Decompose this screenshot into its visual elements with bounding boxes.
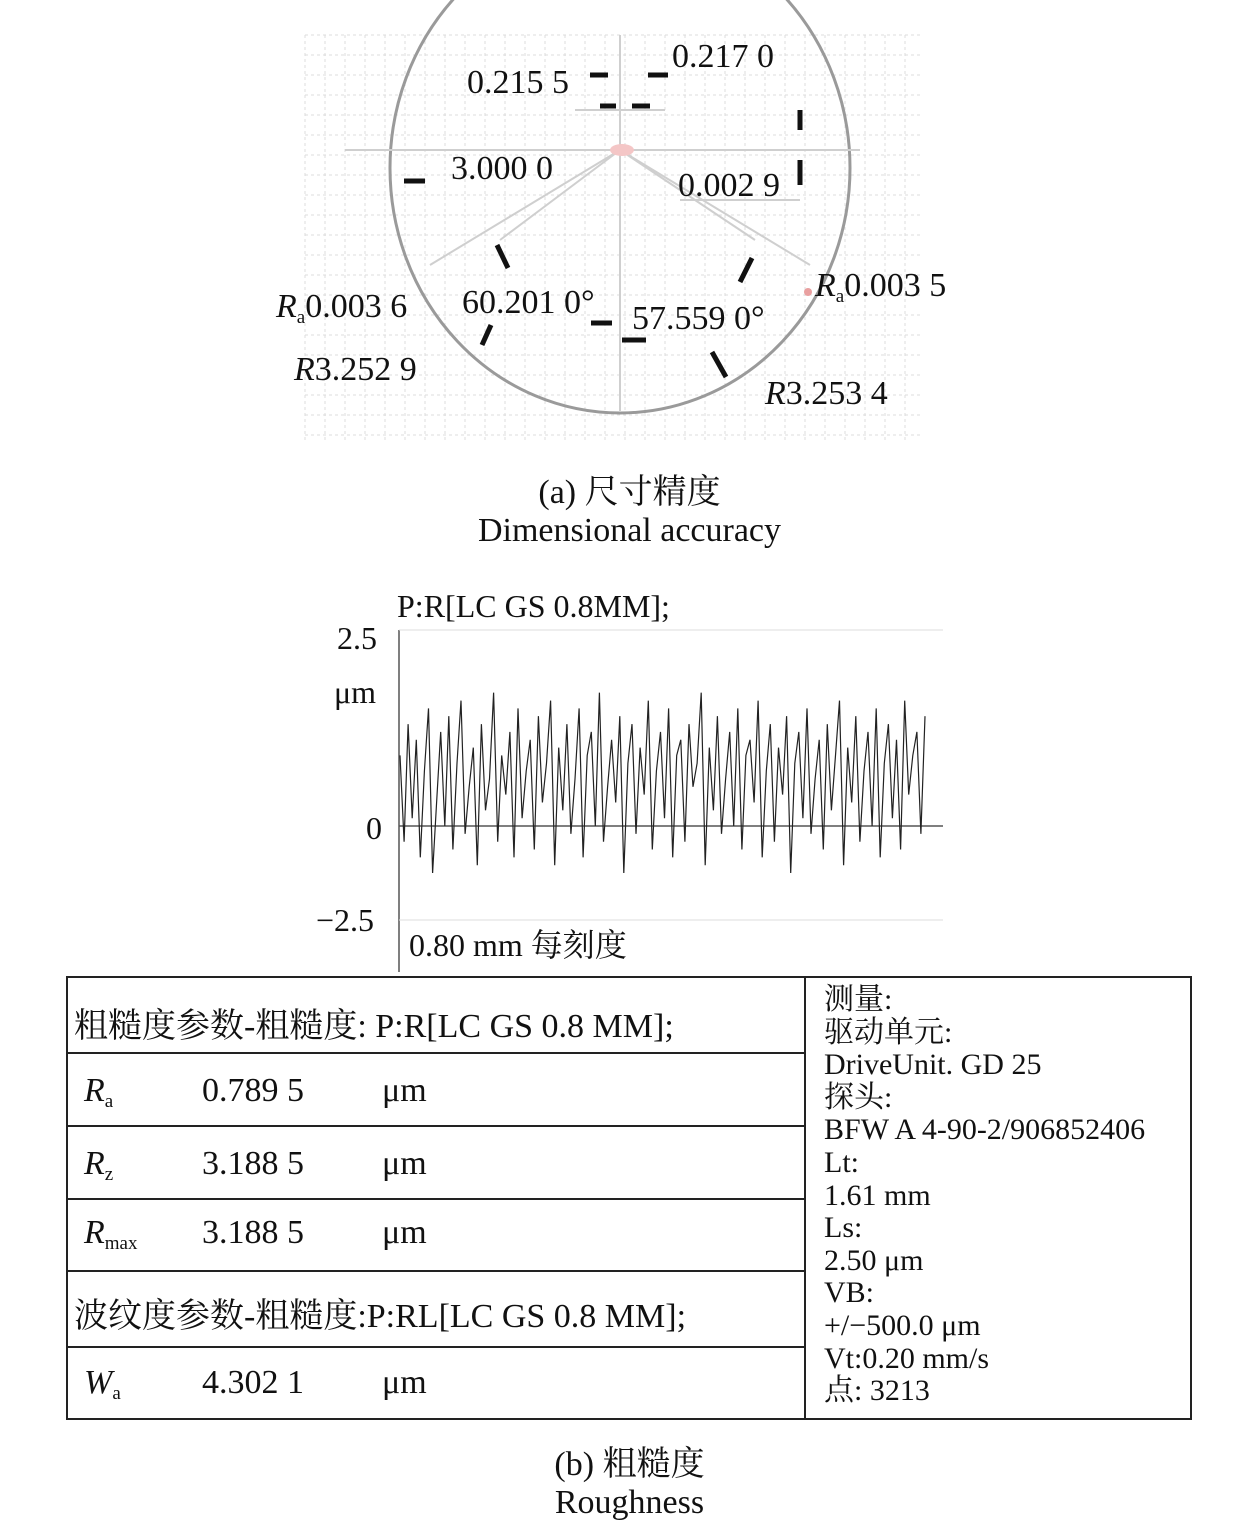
roughness-profile-line [400, 693, 925, 873]
center-mark [610, 144, 634, 156]
roughness-left [276, 288, 407, 329]
x-scale-label: 0.80 mm 每刻度 [409, 927, 627, 963]
param-symbol: $R_a$ [84, 1072, 114, 1112]
ra-symbol: R [276, 288, 297, 325]
param-value: 3.188 5 [202, 1214, 304, 1251]
info-line: 测量: [824, 983, 893, 1016]
y-unit-label: μm [334, 674, 377, 710]
waviness-header: 波纹度参数-粗糙度:P:RL[LC GS 0.8 MM]; [74, 1298, 687, 1335]
angle-right: 57.559 0° [632, 300, 765, 337]
dimension-top-right: 0.217 0 [672, 38, 774, 75]
ra-right-value: 0.003 5 [844, 267, 947, 304]
profile-series-group [400, 693, 925, 873]
parameter-column [68, 978, 806, 1418]
caption-a-en: Dimensional accuracy [477, 512, 782, 549]
ra-symbol: R [815, 267, 836, 304]
roughness-header-row [68, 978, 804, 1054]
caption-b-cn: (b) 粗糙度 [554, 1446, 705, 1483]
info-line: Vt:0.20 mm/s [824, 1341, 990, 1375]
angle-left: 60.201 0° [462, 284, 595, 321]
radius-right [765, 375, 888, 413]
table-row [68, 1127, 804, 1200]
dimensional-accuracy-panel [0, 0, 1259, 445]
param-value: 3.188 5 [202, 1145, 304, 1182]
param-value: 0.789 5 [202, 1072, 304, 1109]
y-tick-min: −2.5 [316, 902, 375, 938]
info-line: 点: 3213 [824, 1374, 930, 1408]
tangent-mark [804, 288, 812, 296]
construction-lines [345, 35, 860, 412]
info-line: DriveUnit. GD 25 [824, 1048, 1042, 1082]
radius-symbol: R [765, 375, 786, 412]
part-profile-drawing [0, 0, 1259, 445]
info-line: 1.61 mm [824, 1178, 931, 1212]
info-line: VB: [824, 1276, 875, 1310]
measurement-info-column [824, 984, 1189, 1408]
radius-symbol: R [294, 351, 315, 388]
param-unit: μm [382, 1214, 427, 1251]
table-row [68, 1348, 804, 1418]
info-line: 探头: [824, 1080, 893, 1114]
info-line: 驱动单元: [824, 1015, 953, 1049]
roughness-header: 粗糙度参数-粗糙度: P:R[LC GS 0.8 MM]; [74, 1008, 674, 1045]
info-line: Ls: [824, 1211, 863, 1245]
radius-right-value: 3.253 4 [785, 375, 888, 412]
param-unit: μm [382, 1145, 427, 1182]
param-value: 4.302 1 [202, 1364, 304, 1401]
param-unit: μm [382, 1364, 427, 1401]
chart-title: P:R[LC GS 0.8MM]; [397, 588, 670, 624]
info-line: BFW A 4-90-2/906852406 [824, 1113, 1146, 1147]
param-unit: μm [382, 1072, 427, 1109]
roughness-parameter-table [66, 976, 1192, 1420]
radius-left [294, 351, 417, 389]
profile-plot [0, 580, 1259, 975]
radius-left-value: 3.252 9 [314, 351, 417, 388]
y-tick-max: 2.5 [337, 620, 377, 656]
caption-b-en: Roughness [554, 1484, 705, 1521]
param-symbol: $R_{max}$ [84, 1214, 138, 1254]
ra-subscript: a [296, 307, 306, 328]
table-row [68, 1054, 804, 1127]
info-line: +/−500.0 μm [824, 1308, 981, 1342]
info-line: Lt: [824, 1145, 859, 1179]
dimension-top-left: 0.215 5 [467, 64, 569, 101]
waviness-header-row [68, 1272, 804, 1348]
info-line: 2.50 μm [824, 1243, 924, 1277]
param-symbol: $W_a$ [84, 1364, 121, 1404]
dimension-offset: 0.002 9 [678, 167, 780, 204]
table-row [68, 1200, 804, 1272]
ra-subscript: a [835, 286, 845, 307]
y-tick-zero: 0 [366, 810, 382, 846]
roughness-right [815, 267, 946, 308]
caption-a-cn: (a) 尺寸精度 [538, 474, 721, 511]
ra-left-value: 0.003 6 [305, 288, 408, 325]
roughness-profile-chart [0, 580, 1259, 975]
dimension-width: 3.000 0 [451, 150, 553, 187]
param-symbol: $R_z$ [84, 1145, 114, 1185]
